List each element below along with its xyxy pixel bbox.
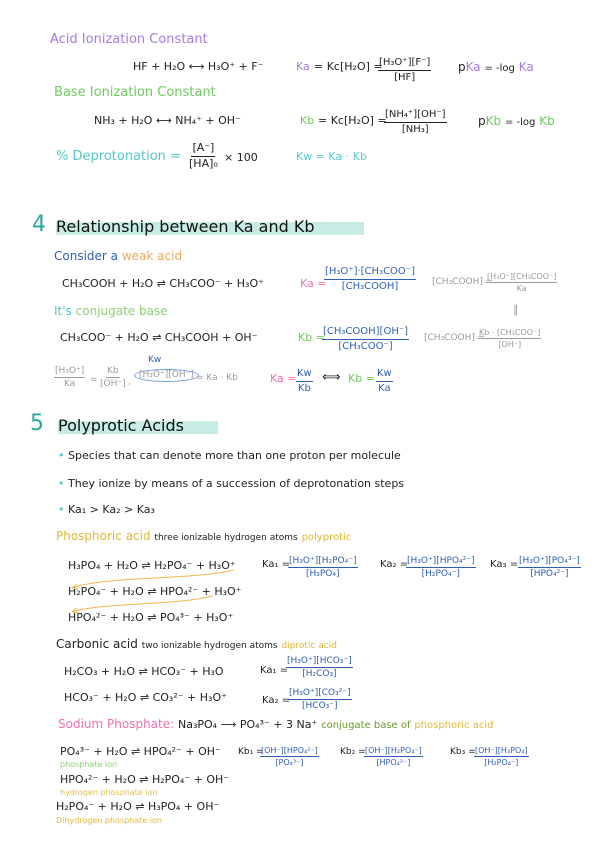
carbonic-ka1-denominator: [H₂CO₃]	[302, 669, 337, 680]
base-step-1: PO₄³⁻ + H₂O ⇌ HPO₄²⁻ + OH⁻	[60, 745, 221, 758]
phosphoric-description: three ionizable hydrogen atoms	[154, 533, 298, 543]
carbonic-tag: diprotic acid	[281, 641, 337, 651]
derivation-fraction-1	[54, 366, 85, 390]
pka-expression	[458, 61, 534, 74]
kb1-denominator: [PO₄³⁻]	[275, 758, 304, 768]
derivation-fraction-2	[100, 366, 126, 390]
kb3-label: Kb₃ =	[450, 747, 476, 757]
kw-small-label: Kw	[148, 355, 162, 365]
pkb-expression	[478, 115, 555, 128]
deprotonation-label: % Deprotonation =	[56, 149, 181, 164]
carbonic-ka1-label: Ka₁ =	[260, 665, 289, 676]
gray1-numerator: [H₃O⁺][CH₃COO⁻]	[486, 272, 557, 283]
final-ka-numerator: Kw	[296, 368, 313, 382]
conjugate-base-equation: CH₃COO⁻ + H₂O ⇌ CH₃COOH + OH⁻	[60, 331, 258, 344]
derivation-comma: ,	[128, 377, 131, 387]
phosphoric-header	[56, 530, 351, 543]
ka1-label: Ka₁ =	[262, 559, 291, 570]
step-link-arrows	[64, 566, 244, 616]
carbonic-title: Carbonic acid	[56, 637, 138, 651]
kb3-fraction	[474, 746, 529, 767]
kb1-fraction	[260, 746, 319, 767]
derivation-f1-denominator: Ka	[63, 379, 76, 390]
deprotonation-numerator: [A⁻]	[191, 142, 215, 157]
derivation-circled-product: [H₃O⁺][OH⁻]	[134, 369, 199, 382]
carbonic-ka2-numerator: [H₃O⁺][CO₃²⁻]	[288, 688, 352, 700]
ka-s4-denominator: [CH₃COOH]	[341, 280, 399, 292]
final-iff: ⟺	[322, 370, 341, 385]
phosphoric-step-1: H₃PO₄ + H₂O ⇌ H₂PO₄⁻ + H₃O⁺	[68, 559, 236, 572]
ka-fraction	[378, 57, 431, 83]
base-ionization-title: Base Ionization Constant	[54, 85, 216, 100]
kb2-label: Kb₂ =	[340, 747, 366, 757]
kb-s4-denominator: [CH₃COO⁻]	[338, 340, 393, 352]
ka2-numerator: [H₃O⁺][HPO₄²⁻]	[406, 556, 476, 568]
ka3-numerator: [H₃O⁺][PO₄³⁻]	[518, 556, 581, 568]
gray-derivation-1-fraction	[486, 272, 557, 293]
acid-equation: HF + H₂O ⟷ H₃O⁺ + F⁻	[133, 60, 264, 73]
section-4-number: 4	[32, 212, 46, 237]
bullet-3-text: Ka₁ > Ka₂ > Ka₃	[68, 503, 155, 516]
kb3-numerator: [OH⁻][H₃PO₄]	[474, 746, 529, 757]
bullet-2-dot: •	[58, 477, 65, 490]
derivation-f1-numerator: [H₃O⁺]	[54, 366, 85, 378]
pkb-k2: Kb	[539, 114, 555, 128]
ka2-label: Ka₂ =	[380, 559, 409, 570]
ka3-denominator: [HPO₄²⁻]	[530, 569, 569, 580]
gray-derivation-2-fraction	[478, 328, 541, 349]
deprotonation-denominator: [HA]₀	[189, 156, 218, 170]
phosphoric-title: Phosphoric acid	[56, 529, 151, 543]
final-kb-numerator: Kw	[376, 368, 393, 382]
sodium-equation: Na₃PO₄ ⟶ PO₄³⁻ + 3 Na⁺	[178, 718, 318, 731]
kb-fraction	[384, 109, 447, 135]
ka3-fraction	[518, 556, 581, 580]
kb3-denominator: [H₂PO₄⁻]	[484, 758, 519, 768]
carbonic-description: two ionizable hydrogen atoms	[141, 641, 278, 651]
kb-equals-kc: = Kc[H₂O] =	[318, 114, 387, 127]
bullet-3-dot: •	[58, 503, 65, 516]
deprotonation-times: × 100	[224, 151, 258, 164]
dihydrogen-phosphate-name: Dihydrogen phosphate ion	[56, 816, 162, 825]
kb-symbol: Kb	[300, 114, 315, 127]
section-4-title: Relationship between Ka and Kb	[56, 217, 315, 236]
pkb-log: = -log	[504, 117, 536, 128]
bullet-2-text: They ionize by means of a succession of deprotonation steps	[68, 477, 405, 490]
pkb-k: Kb	[485, 114, 502, 128]
ka3-label: Ka₃ =	[490, 559, 519, 570]
gray-derivation-1-lhs: [CH₃COOH] =	[432, 277, 494, 287]
phosphate-ion-name: phosphate ion	[60, 760, 118, 769]
ka-numerator: [H₃O⁺][F⁻]	[378, 57, 431, 71]
consider-prefix: Consider a	[54, 249, 119, 263]
gray2-denominator: [OH⁻]	[498, 340, 522, 350]
final-ka-fraction	[296, 368, 313, 394]
sodium-tag: phosphoric acid	[414, 720, 494, 731]
ka1-numerator: [H₃O⁺][H₂PO₄⁻]	[288, 556, 358, 568]
carbonic-ka2-denominator: [HCO₃⁻]	[302, 701, 338, 712]
kw-equation: Kw = Ka · Kb	[296, 150, 367, 163]
kb-fraction-s4	[322, 326, 409, 352]
derivation-f2-numerator: Kb	[106, 366, 120, 378]
ka-denominator: [HF]	[394, 71, 416, 83]
kb-numerator: [NH₄⁺][OH⁻]	[384, 109, 447, 123]
pka-k2: Ka	[518, 60, 534, 74]
final-ka-label: Ka =	[270, 372, 297, 385]
ka2-fraction	[406, 556, 476, 580]
derivation-tail: = Ka · Kb	[196, 373, 238, 383]
carbonic-ka2-label: Ka₂ =	[262, 695, 291, 706]
final-ka-denominator: Kb	[297, 382, 311, 394]
carbonic-header	[56, 638, 337, 651]
derivation-f2-denominator: [OH⁻]	[100, 379, 126, 390]
phosphoric-tag: polyprotic	[301, 532, 352, 543]
final-kb-fraction	[376, 368, 393, 394]
kb2-numerator: [OH⁻][H₂PO₄⁻]	[364, 746, 423, 757]
kb2-denominator: [HPO₄²⁻]	[376, 758, 411, 768]
base-equation: NH₃ + H₂O ⟷ NH₄⁺ + OH⁻	[94, 114, 241, 127]
sodium-conjugate: conjugate base of	[321, 720, 411, 731]
final-kb-denominator: Ka	[378, 382, 391, 394]
ka2-denominator: [H₂PO₄⁻]	[421, 569, 460, 580]
deprotonation-fraction	[189, 142, 218, 170]
kb-s4-numerator: [CH₃COOH][OH⁻]	[322, 326, 409, 340]
sodium-phosphate-line	[58, 718, 494, 731]
bullet-2	[58, 478, 404, 489]
hydrogen-phosphate-name: hydrogen phosphate ion	[60, 788, 158, 797]
carbonic-ka1-fraction	[286, 656, 353, 680]
phosphoric-step-3: HPO₄²⁻ + H₂O ⇌ PO₄³⁻ + H₃O⁺	[68, 611, 234, 624]
carbonic-step-2: HCO₃⁻ + H₂O ⇌ CO₃²⁻ + H₃O⁺	[64, 691, 227, 704]
final-kb-label: Kb =	[348, 372, 375, 385]
base-step-2: HPO₄²⁻ + H₂O ⇌ H₂PO₄⁻ + OH⁻	[60, 773, 230, 786]
ka-label-s4: Ka =	[300, 277, 327, 290]
bullet-1	[58, 450, 401, 461]
ka-fraction-s4	[324, 266, 416, 292]
weak-acid-word: weak acid	[121, 249, 183, 263]
ka-symbol: Ka	[296, 60, 310, 73]
ka-equals-kc: = Kc[H₂O] =	[314, 60, 383, 73]
sodium-title: Sodium Phosphate:	[58, 717, 175, 731]
kb-label-s4: Kb =	[298, 331, 325, 344]
carbonic-step-1: H₂CO₃ + H₂O ⇌ HCO₃⁻ + H₃O	[64, 665, 224, 678]
conjugate-word: conjugate base	[75, 304, 168, 318]
pka-k: Ka	[465, 60, 481, 74]
kb1-label: Kb₁ =	[238, 747, 264, 757]
gray-derivation-2-lhs: [CH₃COOH] =	[424, 333, 486, 343]
bullet-1-text: Species that can denote more than one proton per molecule	[68, 449, 401, 462]
gray-parallel: ∥	[513, 303, 519, 316]
base-step-3: H₂PO₄⁻ + H₂O ⇌ H₃PO₄ + OH⁻	[56, 800, 220, 813]
kb1-numerator: [OH⁻][HPO₄²⁻]	[260, 746, 319, 757]
pka-p: p	[458, 60, 466, 74]
gray1-denominator: Ka	[516, 284, 527, 294]
section-5-number: 5	[30, 411, 44, 436]
pkb-p: p	[478, 114, 486, 128]
ka1-denominator: [H₃PO₄]	[305, 569, 340, 580]
kb2-fraction	[364, 746, 423, 767]
weak-acid-equation: CH₃COOH + H₂O ⇌ CH₃COO⁻ + H₃O⁺	[62, 277, 264, 290]
consider-line	[54, 250, 182, 262]
ka-s4-numerator: [H₃O⁺]·[CH₃COO⁻]	[324, 266, 416, 280]
conjugate-prefix: It's	[54, 304, 72, 318]
pka-log: = -log	[484, 63, 515, 74]
kb-denominator: [NH₃]	[401, 123, 429, 135]
acid-ionization-title: Acid Ionization Constant	[50, 32, 208, 47]
phosphoric-step-2: H₂PO₄⁻ + H₂O ⇌ HPO₄²⁻ + H₃O⁺	[68, 585, 242, 598]
bullet-3	[58, 504, 155, 515]
conjugate-line	[54, 305, 168, 317]
derivation-equals: =	[90, 375, 98, 385]
carbonic-ka2-fraction	[288, 688, 352, 712]
section-5-title: Polyprotic Acids	[58, 416, 184, 435]
bullet-1-dot: •	[58, 449, 65, 462]
gray2-numerator: Kb · [CH₃COO⁻]	[478, 328, 541, 339]
carbonic-ka1-numerator: [H₃O⁺][HCO₃⁻]	[286, 656, 353, 668]
ka1-fraction	[288, 556, 358, 580]
